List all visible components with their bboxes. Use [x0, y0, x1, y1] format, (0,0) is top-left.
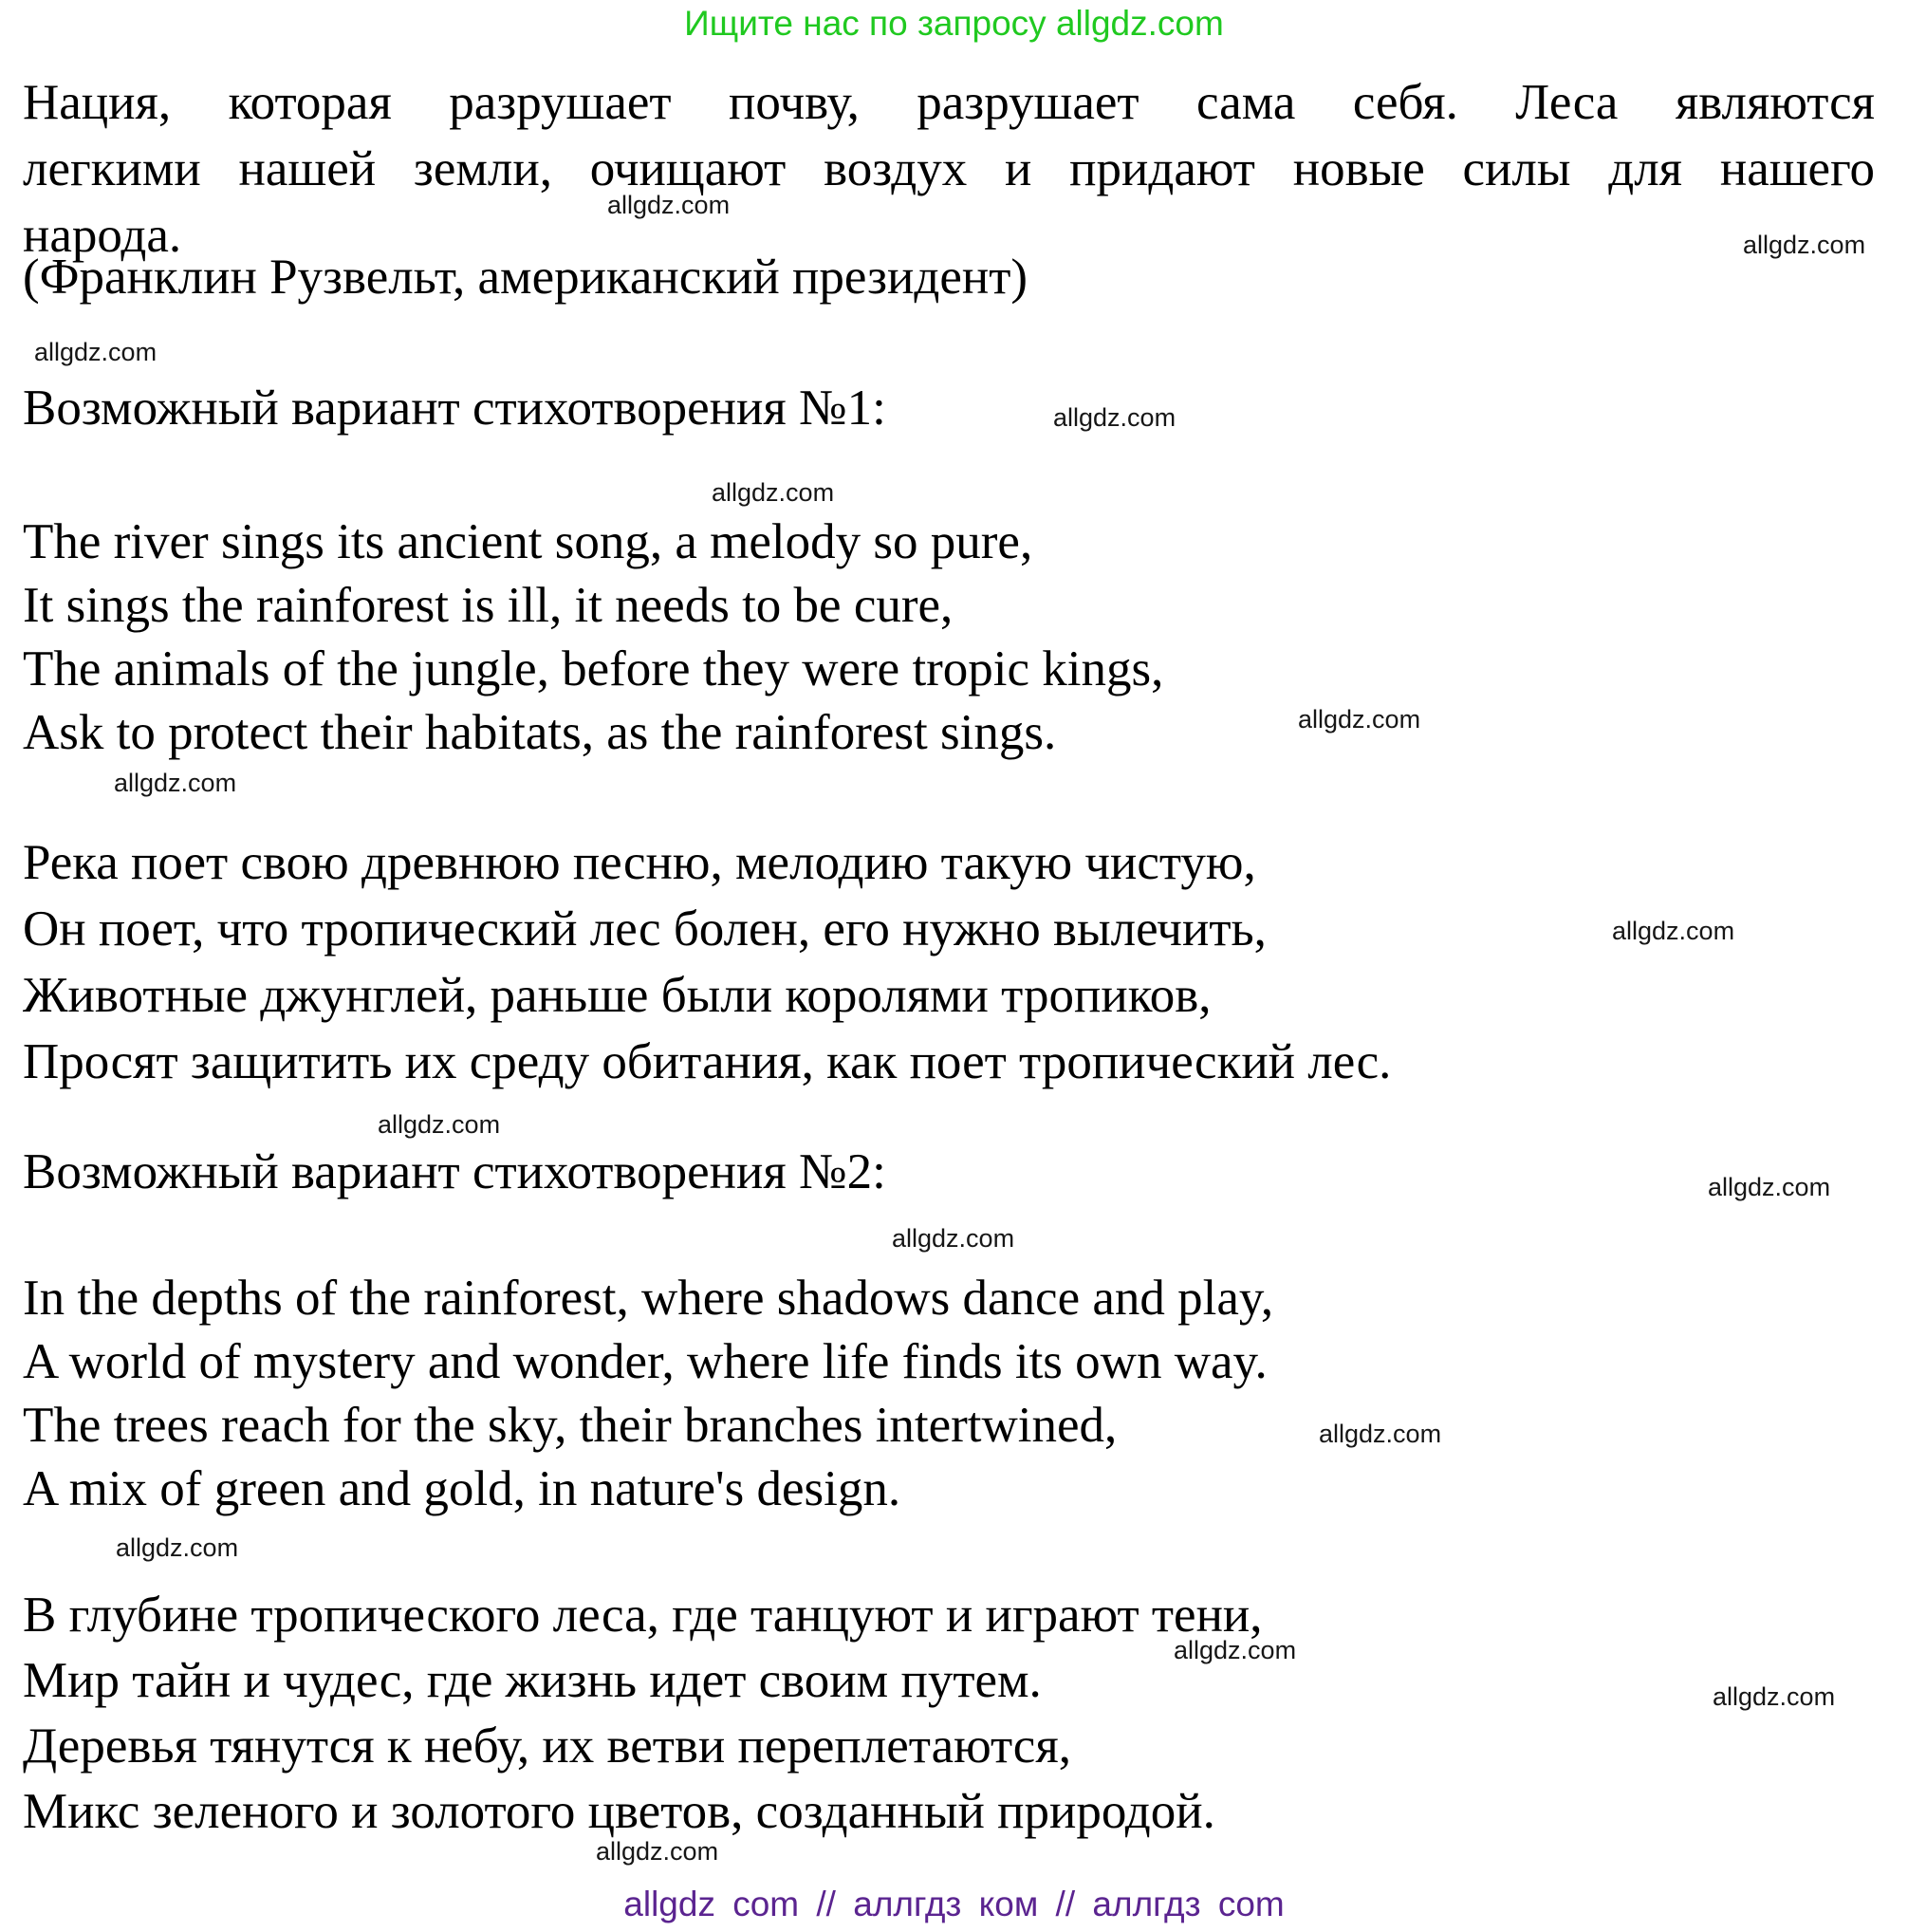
poem2-russian	[23, 1583, 1263, 1845]
poem1-line-ru: Просят защитить их среду обитания, как поет тропический лес.	[23, 1034, 1392, 1089]
watermark: allgdz.com	[1612, 917, 1735, 945]
watermark: allgdz.com	[892, 1224, 1015, 1253]
promo-banner: Ищите нас по запросу allgdz.com	[684, 4, 1224, 43]
poem2-line-en: In the depths of the rainforest, where shadows dance and play,	[23, 1271, 1274, 1326]
poem1-line-ru: Река поет свою древнюю песню, мелодию такую чистую,	[23, 835, 1256, 890]
poem1-line-ru: Животные джунглей, раньше были королями тропиков,	[23, 968, 1212, 1023]
poem2-line-ru: Деревья тянутся к небу, их ветви переплетаются,	[23, 1718, 1071, 1774]
watermark: allgdz.com	[1319, 1420, 1442, 1448]
footer-aliases: allgdz com // аллгдз ком // аллгдз com	[623, 1885, 1285, 1923]
watermark: allgdz.com	[1174, 1636, 1297, 1664]
poem2-english	[23, 1267, 1273, 1521]
watermark: allgdz.com	[116, 1533, 239, 1562]
watermark: allgdz.com	[712, 478, 835, 507]
quote-line: народа.	[23, 208, 182, 263]
watermark: allgdz.com	[114, 769, 237, 797]
poem2-line-en: The trees reach for the sky, their branches intertwined,	[23, 1398, 1118, 1453]
quote-attribution: (Франклин Рузвельт, американский президент)	[23, 250, 1028, 305]
poem1-line-en: Ask to protect their habitats, as the rainforest sings.	[23, 705, 1057, 760]
poem2-line-ru: Мир тайн и чудес, где жизнь идет своим путем.	[23, 1653, 1042, 1708]
poem1-line-en: It sings the rainforest is ill, it needs to be cure,	[23, 578, 954, 633]
watermark: allgdz.com	[607, 191, 731, 219]
poem1-line-en: The animals of the jungle, before they were tropic kings,	[23, 641, 1164, 697]
watermark: allgdz.com	[34, 338, 157, 366]
watermark: allgdz.com	[378, 1110, 501, 1139]
poem2-line-ru: В глубине тропического леса, где танцуют и играют тени,	[23, 1588, 1263, 1643]
quote-line: Нация, которая разрушает почву, разрушает сама себя. Леса являются	[23, 75, 1875, 130]
poem2-heading: Возможный вариант стихотворения №2:	[23, 1144, 886, 1199]
watermark: allgdz.com	[1298, 705, 1421, 734]
poem1-line-ru: Он поет, что тропический лес болен, его нужно вылечить,	[23, 901, 1267, 957]
poem1-russian	[23, 829, 1391, 1095]
quote-line: легкими нашей земли, очищают воздух и придают новые силы для нашего	[23, 141, 1875, 196]
poem1-line-en: The river sings its ancient song, a melody so pure,	[23, 514, 1033, 569]
poem2-line-en: A world of mystery and wonder, where life finds its own way.	[23, 1334, 1268, 1389]
watermark: allgdz.com	[1708, 1173, 1831, 1201]
quote-paragraph	[23, 69, 1875, 269]
watermark: allgdz.com	[1713, 1682, 1836, 1711]
poem2-line-en: A mix of green and gold, in nature's design.	[23, 1461, 901, 1516]
watermark: allgdz.com	[1053, 403, 1176, 432]
watermark: allgdz.com	[596, 1837, 719, 1866]
watermark: allgdz.com	[1743, 231, 1866, 259]
poem1-heading: Возможный вариант стихотворения №1:	[23, 381, 886, 436]
poem2-line-ru: Микс зеленого и золотого цветов, созданный природой.	[23, 1784, 1215, 1839]
poem1-english	[23, 511, 1163, 765]
